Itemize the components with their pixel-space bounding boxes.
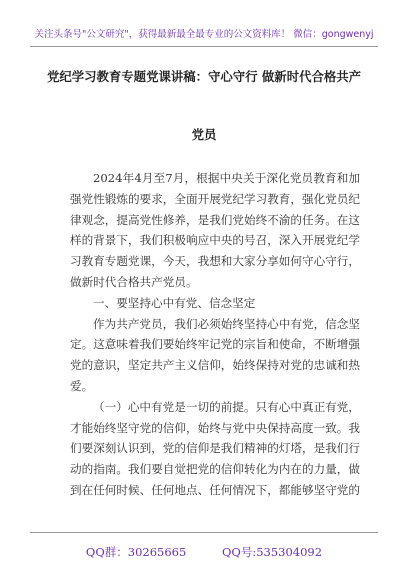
- footer-divider: [30, 532, 378, 533]
- body-line: 才能始终坚守党的信仰，始终与党中央保持高度一致。我: [70, 420, 360, 435]
- body-line: 强党性锻炼的要求，全面开展党纪学习教育，强化党员纪: [70, 191, 360, 206]
- document-title-line-1: 党纪学习教育专题党课讲稿：守心守行 做新时代合格共产: [46, 69, 362, 84]
- body-line: 定。这意味着我们要始终牢记党的宗旨和使命，不断增强: [70, 337, 360, 352]
- body-line: 做新时代合格共产党员。: [70, 275, 198, 289]
- header-divider: [30, 46, 378, 47]
- body-line: 爱。: [70, 379, 94, 393]
- body-line: 习教育专题党课，今天，我想和大家分享如何守心守行，: [70, 254, 360, 269]
- body-line: （一）心中有党是一切的前提。只有心中真正有党，: [93, 399, 360, 414]
- body-line: 2024年4月至7月，根据中央关于深化党员教育和加: [93, 171, 360, 185]
- document-title-line-2: 党员: [191, 127, 217, 142]
- footer-contact: [0, 544, 408, 560]
- body-line: 样的背景下，我们积极响应中央的号召，深入开展党纪学: [70, 233, 360, 248]
- footer-qq-group: QQ群：30265665: [85, 545, 187, 559]
- footer-qq-number: QQ号:535304092: [221, 545, 323, 559]
- body-line: 动的指南。我们要自觉把党的信仰转化为内在的力量，做: [70, 462, 360, 477]
- body-line: 到在任何时候、任何地点、任何情况下，都能够坚守党的: [70, 483, 360, 497]
- header-notice: 关注头条号"公文研究"，获得最新最全最专业的公文资料库！ 微信：gongwenyj: [34, 29, 374, 40]
- body-line: 律观念，提高党性修养，是我们党始终不渝的任务。在这: [70, 212, 360, 227]
- body-line: 一、要坚持心中有党、信念坚定: [93, 295, 256, 310]
- body-line: 党的意识，坚定共产主义信仰，始终保持对党的忠诚和热: [70, 358, 360, 373]
- body-line: 们要深刻认识到，党的信仰是我们精神的灯塔，是我们行: [70, 441, 360, 456]
- body-line: 作为共产党员，我们必须始终坚持心中有党，信念坚: [93, 316, 360, 331]
